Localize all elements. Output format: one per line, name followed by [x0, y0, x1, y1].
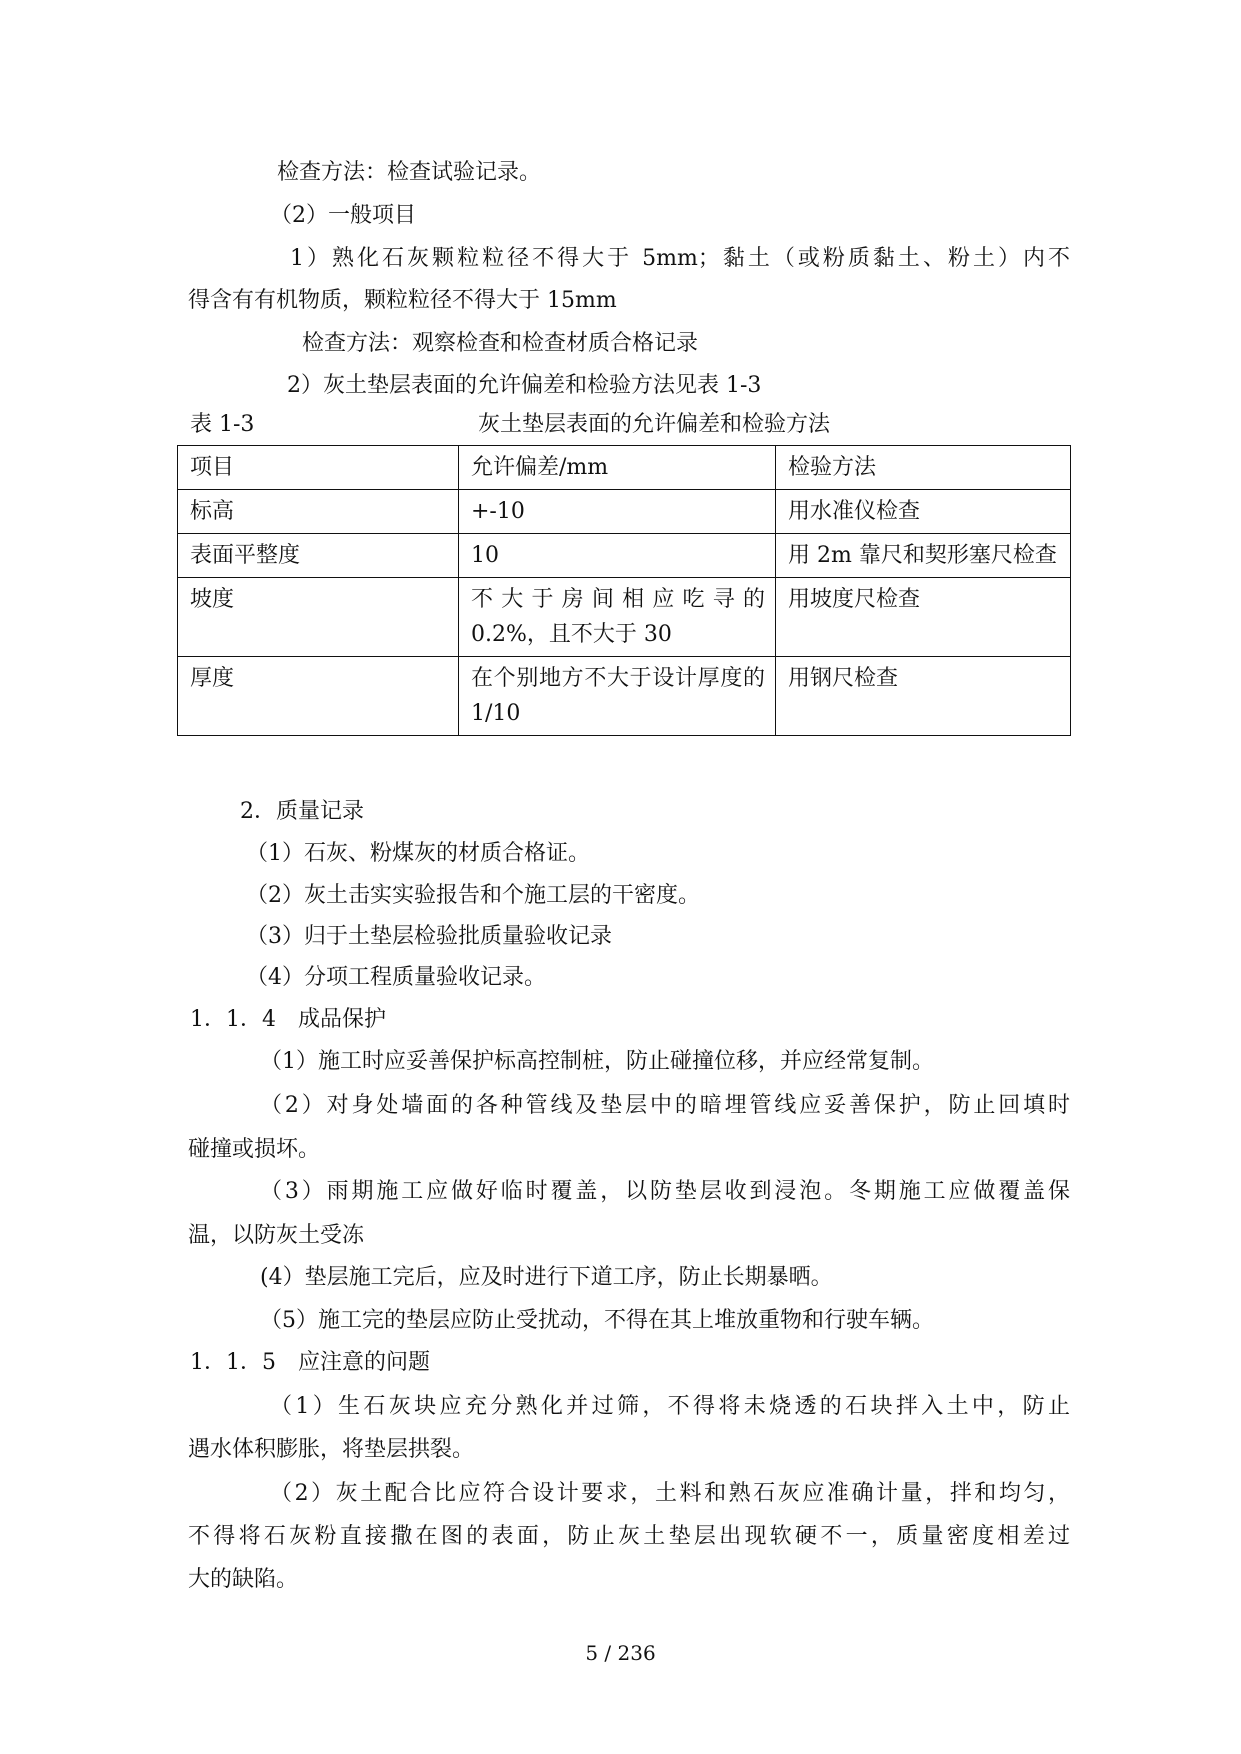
- paragraph-general-items: （2）一般项目: [270, 203, 416, 228]
- quality-record-item: （3）归于土垫层检验批质量验收记录: [246, 924, 612, 949]
- heading-attention-issues: 1．1．5 应注意的问题: [190, 1350, 430, 1375]
- paragraph-lime-particle-size-cont: 得含有有机物质，颗粒粒径不得大于 15mm: [188, 288, 617, 313]
- protection-item: (4）垫层施工完后，应及时进行下道工序，防止长期暴晒。: [260, 1265, 833, 1290]
- table-row: [178, 534, 1071, 578]
- table-number: 表 1-3: [190, 412, 255, 437]
- table-cell: 坡度: [178, 578, 459, 657]
- table-cell: 用 2m 靠尺和契形塞尺检查: [776, 534, 1071, 578]
- attention-item-cont: 大的缺陷。: [188, 1567, 299, 1592]
- tolerance-table: [177, 445, 1071, 736]
- protection-item: （2）对身处墙面的各种管线及垫层中的暗埋管线应妥善保护，防止回填时: [260, 1093, 1070, 1118]
- header-cell: 允许偏差/mm: [459, 446, 776, 490]
- heading-quality-records: 2．质量记录: [240, 799, 364, 824]
- table-cell: 厚度: [178, 657, 459, 736]
- attention-item-cont: 遇水体积膨胀，将垫层拱裂。: [188, 1437, 475, 1462]
- table-cell: 10: [459, 534, 776, 578]
- protection-item-cont: 温，以防灰土受冻: [188, 1223, 365, 1248]
- attention-item: （1）生石灰块应充分熟化并过筛，不得将未烧透的石块拌入土中，防止: [270, 1394, 1070, 1419]
- table-cell: 表面平整度: [178, 534, 459, 578]
- table-cell: 用坡度尺检查: [776, 578, 1071, 657]
- table-cell: 用水准仪检查: [776, 490, 1071, 534]
- paragraph-inspection-method-1: 检查方法：检查试验记录。: [277, 160, 542, 185]
- table-cell: 在个别地方不大于设计厚度的 1/10: [459, 657, 776, 736]
- paragraph-lime-particle-size: 1）熟化石灰颗粒粒径不得大于 5mm；黏土（或粉质黏土、粉土）内不: [290, 246, 1070, 271]
- quality-record-item: （2）灰土击实实验报告和个施工层的干密度。: [246, 883, 700, 908]
- heading-product-protection: 1．1．4 成品保护: [190, 1007, 386, 1032]
- quality-record-item: （1）石灰、粉煤灰的材质合格证。: [246, 841, 590, 866]
- header-cell: 项目: [178, 446, 459, 490]
- attention-item: （2）灰土配合比应符合设计要求，土料和熟石灰应准确计量，拌和均匀，: [270, 1481, 1070, 1506]
- protection-item: （1）施工时应妥善保护标高控制桩，防止碰撞位移，并应经常复制。: [260, 1049, 934, 1074]
- table-cell: 不大于房间相应吃寻的 0.2%，且不大于 30: [459, 578, 776, 657]
- table-cell: +-10: [459, 490, 776, 534]
- paragraph-table-reference: 2）灰土垫层表面的允许偏差和检验方法见表 1-3: [287, 373, 762, 398]
- paragraph-inspection-method-2: 检查方法：观察检查和检查材质合格记录: [302, 331, 699, 356]
- attention-item-cont: 不得将石灰粉直接撒在图的表面，防止灰土垫层出现软硬不一，质量密度相差过: [188, 1524, 1070, 1549]
- table-cell: 用钢尺检查: [776, 657, 1071, 736]
- table-caption: 灰土垫层表面的允许偏差和检验方法: [478, 412, 831, 437]
- table-row: [178, 578, 1071, 657]
- protection-item-cont: 碰撞或损坏。: [188, 1137, 321, 1162]
- header-cell: 检验方法: [776, 446, 1071, 490]
- quality-record-item: （4）分项工程质量验收记录。: [246, 965, 546, 990]
- protection-item: （3）雨期施工应做好临时覆盖，以防垫层收到浸泡。冬期施工应做覆盖保: [260, 1179, 1070, 1204]
- protection-item: （5）施工完的垫层应防止受扰动，不得在其上堆放重物和行驶车辆。: [260, 1308, 934, 1333]
- table-row: [178, 490, 1071, 534]
- table-header-row: [178, 446, 1071, 490]
- table-row: [178, 657, 1071, 736]
- page-number: 5 / 236: [585, 1641, 656, 1665]
- table-cell: 标高: [178, 490, 459, 534]
